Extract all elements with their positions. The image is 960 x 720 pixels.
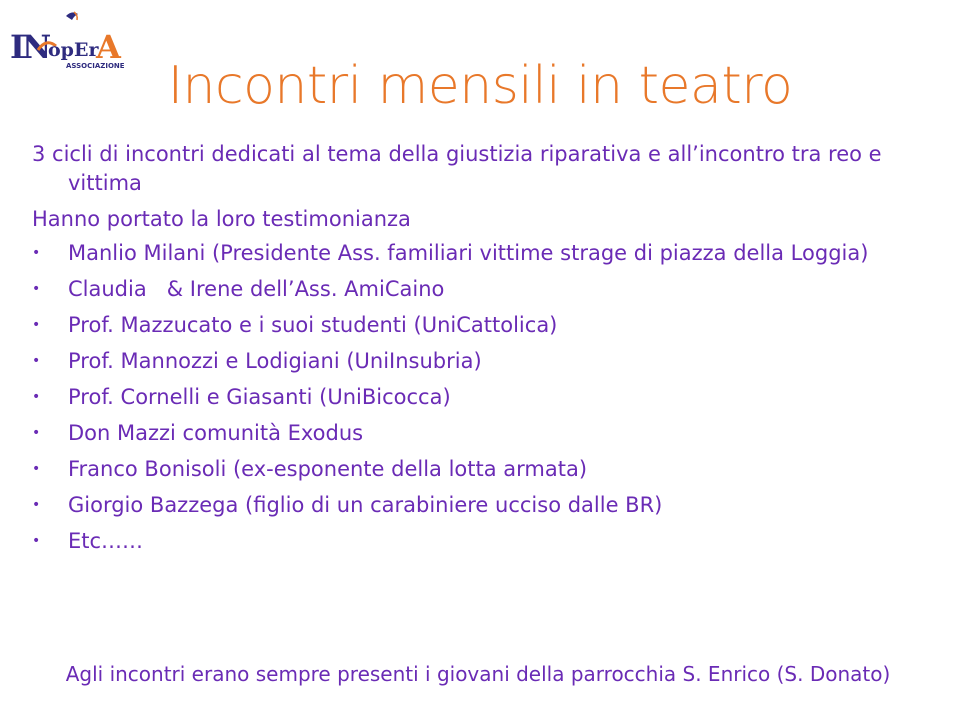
list-item-text: Don Mazzi comunità Exodus <box>68 421 364 445</box>
bullet-icon: • <box>32 425 41 441</box>
bullet-icon: • <box>32 317 41 333</box>
list-item-text: Etc…… <box>68 529 144 553</box>
list-item-text: Claudia & Irene dell’Ass. AmiCaino <box>68 277 445 301</box>
intro-paragraph-1: 3 cicli di incontri dedicati al tema della giustizia riparativa e all’incontro tra reo e vittima <box>32 142 882 195</box>
list-item-text: Prof. Cornelli e Giasanti (UniBicocca) <box>68 385 451 409</box>
list-item <box>32 239 932 268</box>
list-item <box>32 527 932 556</box>
bullet-icon: • <box>32 281 41 297</box>
intro-paragraph-2: Hanno portato la loro testimonianza <box>32 207 411 231</box>
bullet-icon: • <box>32 389 41 405</box>
bullet-icon: • <box>32 533 41 549</box>
list-item <box>32 491 932 520</box>
list-item-text: Giorgio Bazzega (figlio di un carabiniere ucciso dalle BR) <box>68 493 663 517</box>
slide-title: Incontri mensili in teatro <box>167 56 793 116</box>
list-item <box>32 383 932 412</box>
list-item <box>32 311 932 340</box>
slide-content <box>32 140 932 563</box>
list-item-text: Prof. Mazzucato e i suoi studenti (UniCattolica) <box>68 313 558 337</box>
list-item <box>32 419 932 448</box>
footer-note: Agli incontri erano sempre presenti i giovani della parrocchia S. Enrico (S. Donato) <box>65 662 891 686</box>
bullet-icon: • <box>32 353 41 369</box>
bullet-icon: • <box>32 461 41 477</box>
bullet-icon: • <box>32 497 41 513</box>
list-item <box>32 455 932 484</box>
svg-text:opEr: opEr <box>48 39 99 61</box>
svg-text:N: N <box>22 28 52 66</box>
svg-text:I: I <box>10 28 25 66</box>
list-item-text: Prof. Mannozzi e Lodigiani (UniInsubria) <box>68 349 482 373</box>
logo-subtext: ASSOCIAZIONE <box>66 62 125 70</box>
list-item-text: Manlio Milani (Presidente Ass. familiari vittime strage di piazza della Loggia) <box>68 241 869 265</box>
list-item <box>32 275 932 304</box>
list-item <box>32 347 932 376</box>
list-item-text: Franco Bonisoli (ex-esponente della lotta armata) <box>68 457 588 481</box>
testimony-list <box>32 239 932 556</box>
bullet-icon: • <box>32 245 41 261</box>
svg-text:A: A <box>96 28 121 66</box>
